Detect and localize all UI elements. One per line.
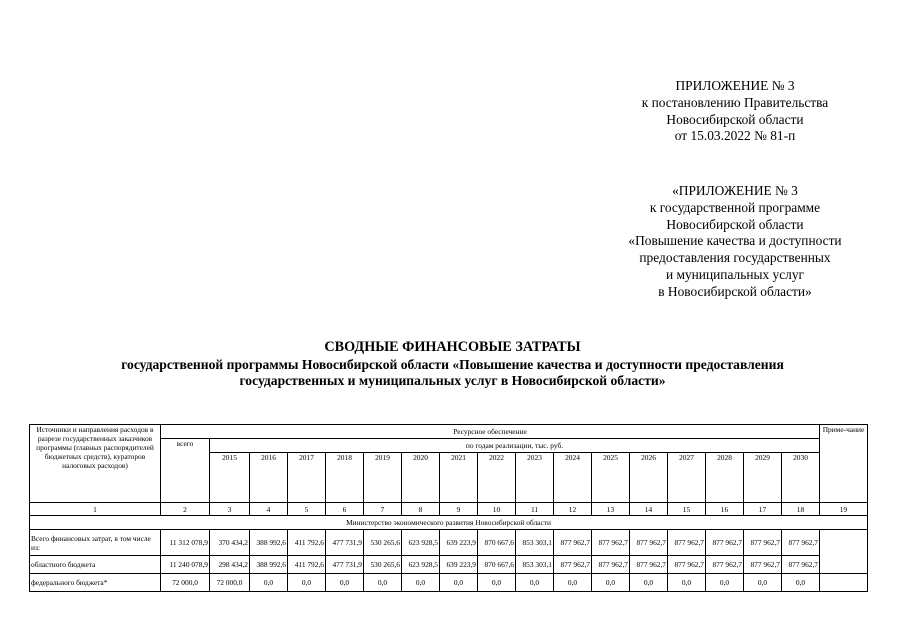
cell-value: 477 731,9	[326, 530, 364, 556]
header-year: 2027	[668, 453, 706, 503]
document-subtitle-line-2: государственных и муниципальных услуг в Новосибирской области»	[239, 373, 666, 388]
cell-value: 72 000,0	[210, 574, 250, 592]
section-row	[30, 516, 868, 530]
column-number: 3	[210, 503, 250, 516]
header-sources: Источники и направления расходов в разрезе государственных заказчиков программы (главных распорядителей бюджетных средств), кураторов налоговых расходов)	[30, 425, 161, 503]
table-row	[30, 574, 868, 592]
appendix-program-line: в Новосибирской области»	[658, 283, 812, 299]
column-number: 16	[706, 503, 744, 516]
column-number: 13	[592, 503, 630, 516]
cell-value: 0,0	[782, 574, 820, 592]
appendix-main-header	[600, 78, 870, 145]
cell-value: 411 792,6	[288, 556, 326, 574]
appendix-main-line: от 15.03.2022 № 81-п	[674, 128, 796, 144]
row-total: 72 000,0	[161, 574, 210, 592]
row-label: федерального бюджета*	[30, 574, 161, 592]
header-year: 2015	[210, 453, 250, 503]
cell-value: 411 792,6	[288, 530, 326, 556]
appendix-program-header	[600, 183, 870, 301]
header-by-years: по годам реализации, тыс. руб.	[210, 439, 820, 453]
header-year: 2030	[782, 453, 820, 503]
financial-costs-table	[29, 424, 868, 592]
header-year: 2029	[744, 453, 782, 503]
column-number: 17	[744, 503, 782, 516]
appendix-main-line: Новосибирской области	[666, 111, 804, 127]
column-number: 18	[782, 503, 820, 516]
row-label: Всего финансовых затрат, в том числе из:	[30, 530, 161, 556]
cell-value: 388 992,6	[250, 556, 288, 574]
column-number: 19	[820, 503, 868, 516]
header-note: Приме-чание	[820, 425, 868, 503]
row-total: 11 312 078,9	[161, 530, 210, 556]
header-year: 2017	[288, 453, 326, 503]
cell-value: 0,0	[516, 574, 554, 592]
header-total: всего	[161, 439, 210, 503]
cell-value: 853 303,1	[516, 530, 554, 556]
column-number: 5	[288, 503, 326, 516]
column-number: 2	[161, 503, 210, 516]
cell-value: 877 962,7	[630, 556, 668, 574]
column-number: 12	[554, 503, 592, 516]
column-numbers-row	[30, 503, 868, 516]
cell-value: 0,0	[554, 574, 592, 592]
cell-value: 623 928,5	[402, 556, 440, 574]
document-title: СВОДНЫЕ ФИНАНСОВЫЕ ЗАТРАТЫ	[324, 339, 581, 355]
cell-note	[820, 574, 868, 592]
document-subtitle-line-1: государственной программы Новосибирской области «Повышение качества и доступности предоставления	[121, 357, 784, 372]
cell-value: 877 962,7	[592, 556, 630, 574]
column-number: 10	[478, 503, 516, 516]
cell-value: 530 265,6	[364, 530, 402, 556]
row-label: областного бюджета	[30, 556, 161, 574]
row-total: 11 240 078,9	[161, 556, 210, 574]
cell-value: 877 962,7	[668, 556, 706, 574]
cell-value: 877 962,7	[592, 530, 630, 556]
cell-value: 388 992,6	[250, 530, 288, 556]
cell-value: 877 962,7	[630, 530, 668, 556]
column-number: 9	[440, 503, 478, 516]
header-year: 2028	[706, 453, 744, 503]
cell-value: 877 962,7	[706, 556, 744, 574]
cell-value: 0,0	[288, 574, 326, 592]
cell-value: 639 223,9	[440, 556, 478, 574]
header-year: 2023	[516, 453, 554, 503]
cell-value: 477 731,9	[326, 556, 364, 574]
cell-value: 853 303,1	[516, 556, 554, 574]
header-year: 2026	[630, 453, 668, 503]
cell-value: 298 434,2	[210, 556, 250, 574]
column-number: 15	[668, 503, 706, 516]
header-resources: Ресурсное обеспечение	[161, 425, 820, 439]
cell-value: 877 962,7	[554, 530, 592, 556]
cell-value: 0,0	[630, 574, 668, 592]
cell-value: 0,0	[250, 574, 288, 592]
header-year: 2022	[478, 453, 516, 503]
header-year: 2020	[402, 453, 440, 503]
cell-value: 623 928,5	[402, 530, 440, 556]
cell-value: 0,0	[402, 574, 440, 592]
appendix-program-line: и муниципальных услуг	[665, 266, 805, 282]
cell-value: 0,0	[592, 574, 630, 592]
cell-value: 877 962,7	[706, 530, 744, 556]
cell-value: 0,0	[478, 574, 516, 592]
appendix-program-line: Новосибирской области	[666, 216, 804, 232]
table-row	[30, 556, 868, 574]
cell-value: 0,0	[706, 574, 744, 592]
cell-value: 370 434,2	[210, 530, 250, 556]
header-year: 2019	[364, 453, 402, 503]
appendix-main-line: ПРИЛОЖЕНИЕ № 3	[675, 78, 795, 93]
column-number: 1	[30, 503, 161, 516]
cell-value: 0,0	[744, 574, 782, 592]
cell-value: 530 265,6	[364, 556, 402, 574]
cell-note	[820, 530, 868, 574]
cell-value: 877 962,7	[744, 530, 782, 556]
appendix-program-line: «Повышение качества и доступности	[628, 233, 842, 249]
cell-value: 877 962,7	[554, 556, 592, 574]
cell-value: 877 962,7	[744, 556, 782, 574]
cell-value: 639 223,9	[440, 530, 478, 556]
cell-value: 870 667,6	[478, 556, 516, 574]
column-number: 14	[630, 503, 668, 516]
cell-value: 0,0	[668, 574, 706, 592]
header-year: 2024	[554, 453, 592, 503]
cell-value: 877 962,7	[668, 530, 706, 556]
column-number: 8	[402, 503, 440, 516]
appendix-program-line: к государственной программе	[649, 199, 821, 215]
header-year: 2025	[592, 453, 630, 503]
cell-value: 877 962,7	[782, 530, 820, 556]
header-year: 2018	[326, 453, 364, 503]
cell-value: 877 962,7	[782, 556, 820, 574]
header-year: 2016	[250, 453, 288, 503]
cell-value: 870 667,6	[478, 530, 516, 556]
column-number: 6	[326, 503, 364, 516]
column-number: 4	[250, 503, 288, 516]
cell-value: 0,0	[440, 574, 478, 592]
appendix-main-line: к постановлению Правительства	[641, 94, 829, 110]
header-row-1	[30, 425, 868, 439]
table-row	[30, 530, 868, 556]
appendix-program-line: предоставления государственных	[639, 250, 831, 266]
section-ministry: Министерство экономического развития Новосибирской области	[30, 516, 868, 530]
appendix-program-line: «ПРИЛОЖЕНИЕ № 3	[672, 183, 798, 198]
cell-value: 0,0	[364, 574, 402, 592]
header-year: 2021	[440, 453, 478, 503]
cell-value: 0,0	[326, 574, 364, 592]
column-number: 7	[364, 503, 402, 516]
column-number: 11	[516, 503, 554, 516]
